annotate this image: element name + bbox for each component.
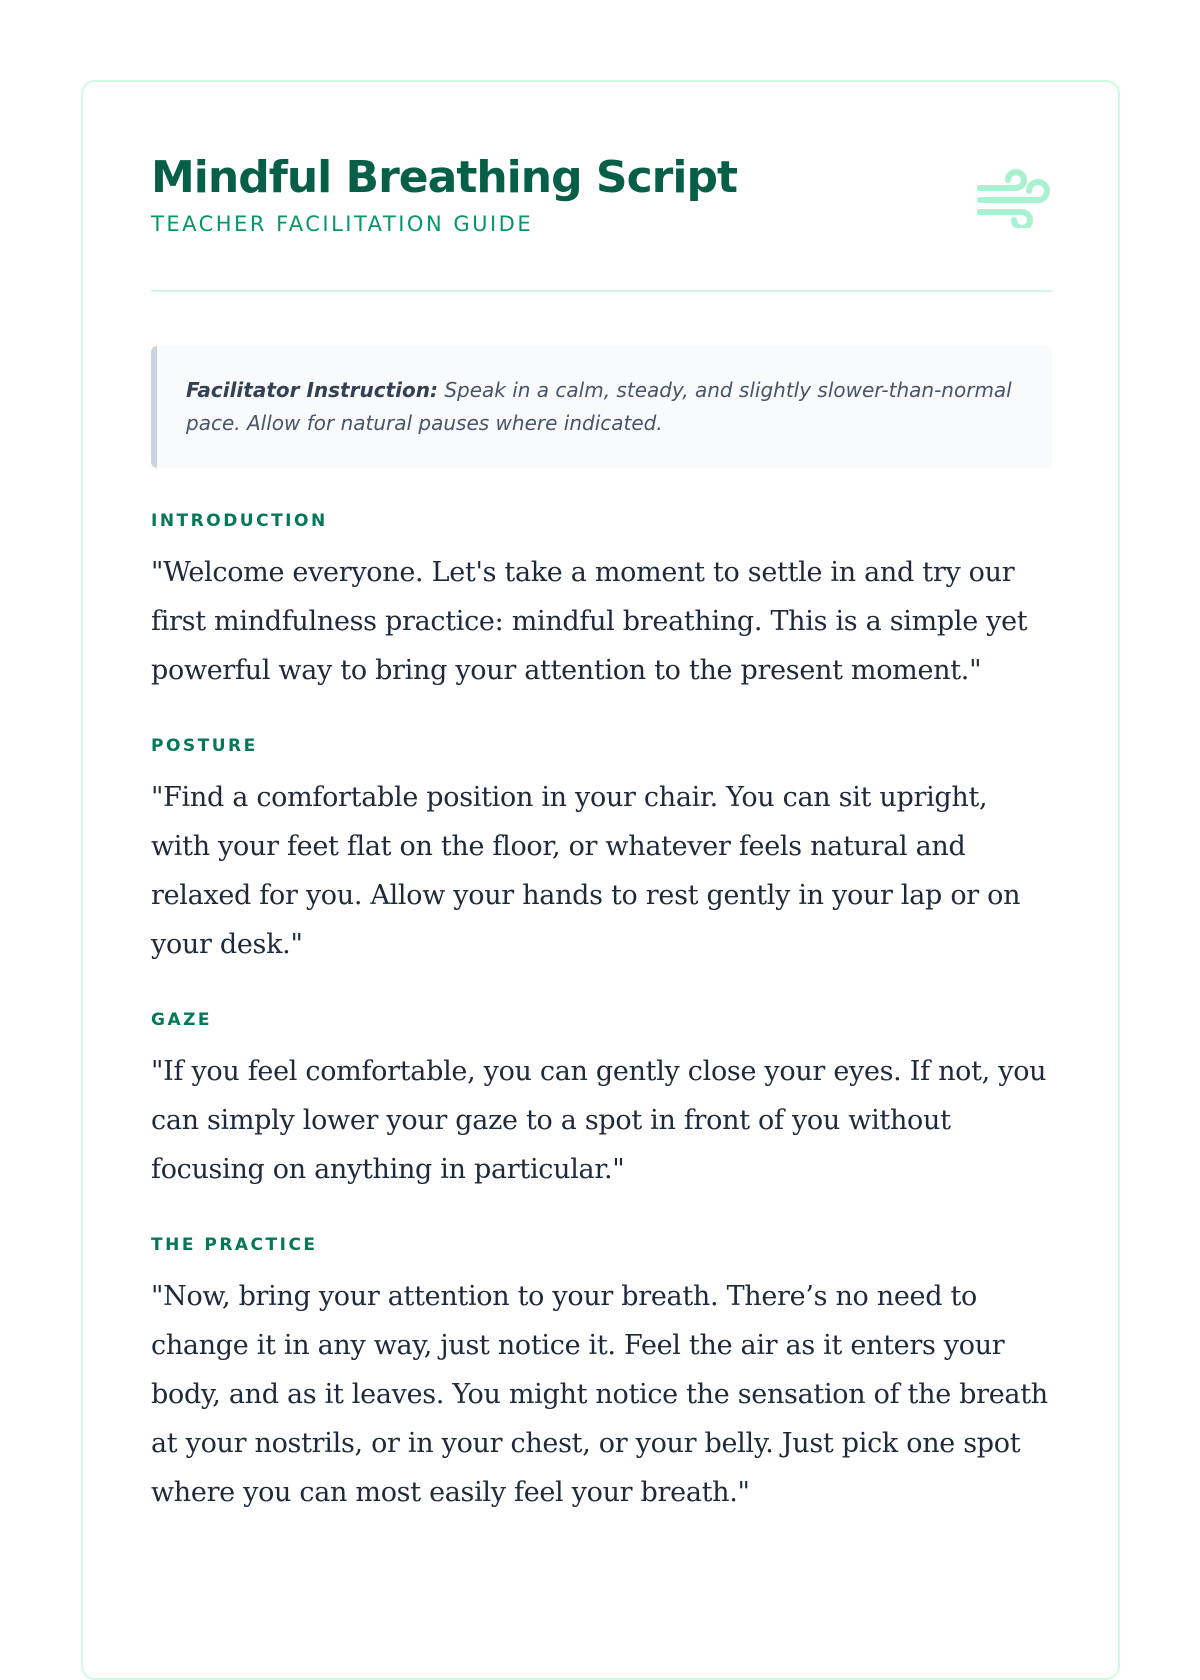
section-the-practice (151, 1234, 1052, 1517)
page-subtitle: TEACHER FACILITATION GUIDE (151, 212, 534, 236)
section-gaze (151, 1009, 1052, 1194)
section-label: INTRODUCTION (151, 511, 328, 531)
instruction-text: Speak in a calm, steady, and slightly slower-than-normal pace. Allow for natural pauses where indicated. (186, 378, 1012, 435)
section-text: "Welcome everyone. Let's take a moment to settle in and try our first mindfulness practice: mindful breathing. This is a simple yet powerful way to bring your attention to the present moment." (151, 557, 1028, 686)
section-label: POSTURE (151, 736, 258, 756)
section-text: "Now, bring your attention to your breath. There’s no need to change it in any way, just notice it. Feel the air as it enters your body, and as it leaves. You might notice the sensation of the breath at your nostrils, or in your chest, or your belly. Just pick one spot where you can most easily feel your breath." (151, 1281, 1048, 1508)
section-text: "If you feel comfortable, you can gently close your eyes. If not, you can simply lower your gaze to a spot in front of you without focusing on anything in particular." (151, 1056, 1047, 1185)
header (151, 82, 1052, 292)
instruction-lead: Facilitator Instruction: (186, 378, 438, 402)
page-title: Mindful Breathing Script (151, 152, 737, 203)
card-content (151, 82, 1052, 1517)
section-text: "Find a comfortable position in your chair. You can sit upright, with your feet flat on the floor, or whatever feels natural and relaxed for you. Allow your hands to rest gently in your lap or on your desk." (151, 782, 1021, 960)
section-posture (151, 735, 1052, 969)
script-card (81, 80, 1120, 1680)
section-label: THE PRACTICE (151, 1235, 318, 1255)
facilitator-instruction (151, 346, 1052, 468)
section-introduction (151, 510, 1052, 695)
section-label: GAZE (151, 1010, 213, 1030)
wind-icon (976, 168, 1052, 228)
